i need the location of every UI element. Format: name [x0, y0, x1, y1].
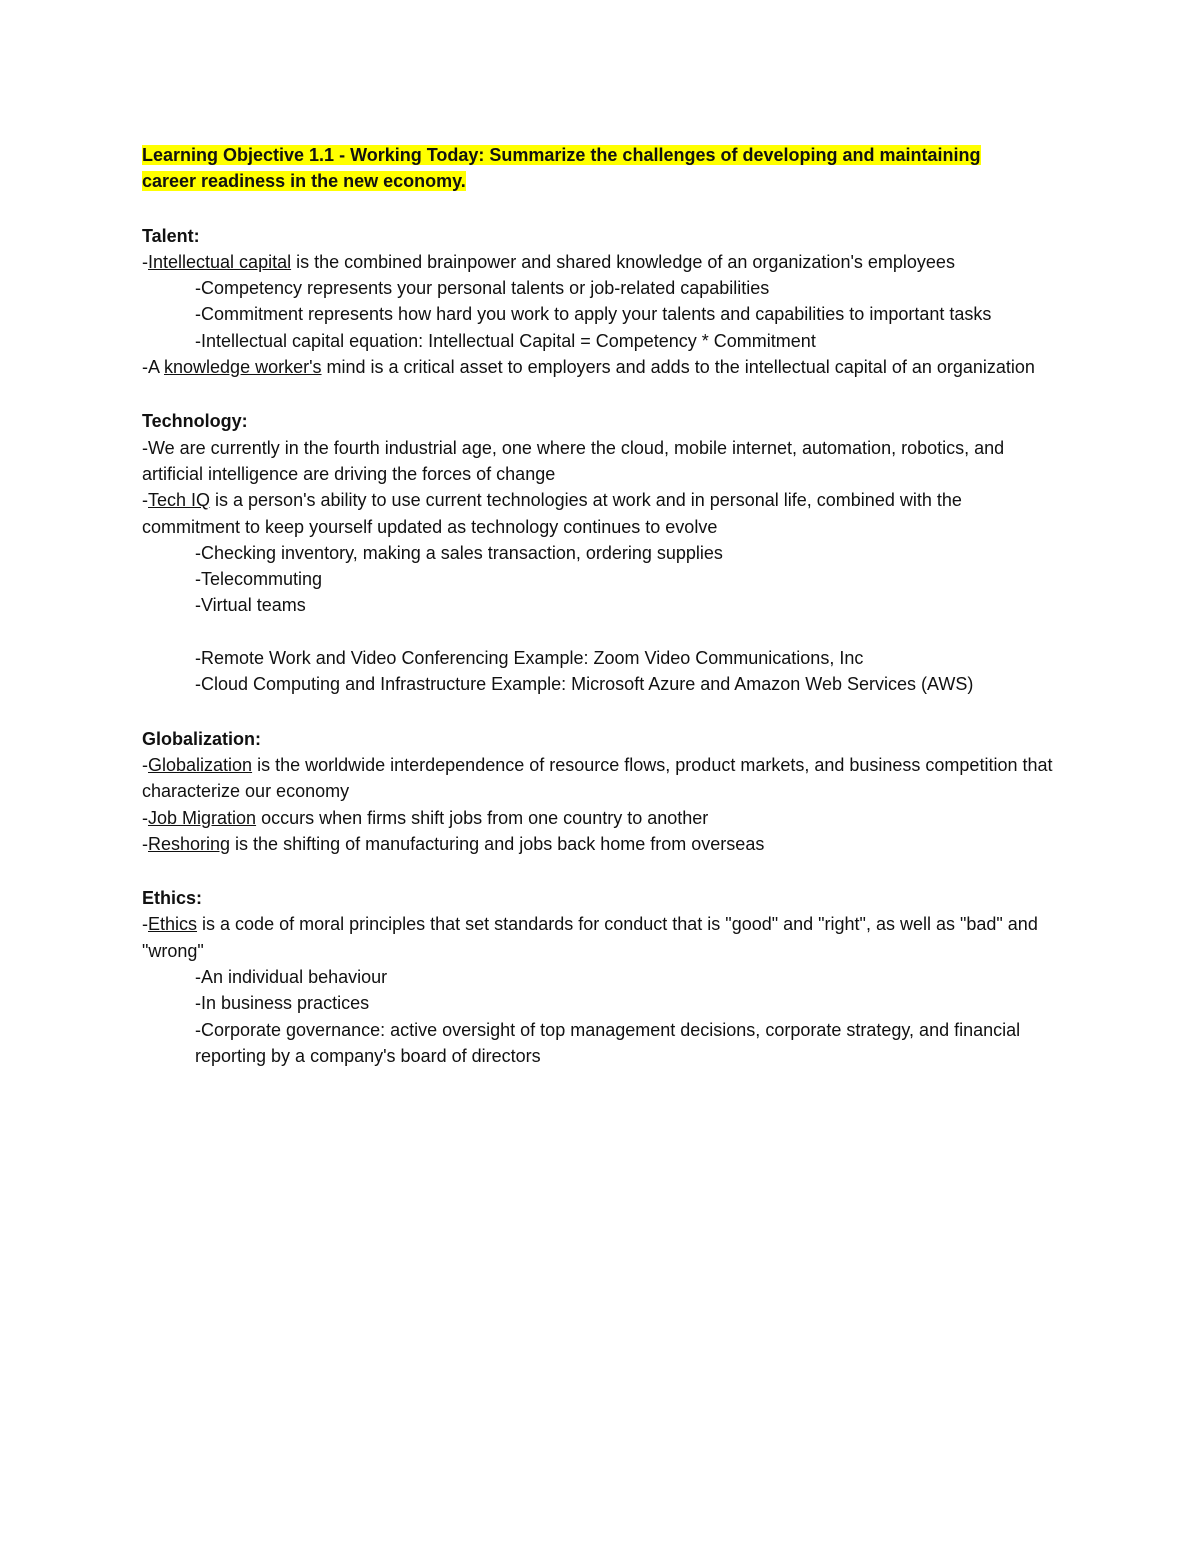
- talent-sub-1: -Competency represents your personal talents or job-related capabilities: [195, 278, 770, 299]
- globalization-paragraph-2: [142, 805, 1062, 831]
- section-talent: [142, 221, 1062, 381]
- talent-sub-2: -Commitment represents how hard you work to apply your talents and capabilities to important tasks: [195, 304, 992, 325]
- blank-line: [142, 619, 1062, 645]
- talent-sub-3: -Intellectual capital equation: Intellectual Capital = Competency * Commitment: [195, 330, 816, 351]
- globalization-paragraph-3-text: is the shifting of manufacturing and jobs back home from overseas: [230, 833, 765, 854]
- bullet-dash: -: [142, 490, 148, 511]
- ethics-sub-2: -In business practices: [195, 993, 370, 1014]
- ethics-sub-1: -An individual behaviour: [195, 967, 388, 988]
- document-body: [142, 142, 1062, 1069]
- ethics-paragraph-1-text: is a code of moral principles that set standards for conduct that is "good" and "right", as well as "bad" and "wrong": [142, 914, 1038, 961]
- term-job-migration: Job Migration: [148, 807, 257, 828]
- technology-sub-1: -Checking inventory, making a sales transaction, ordering supplies: [195, 542, 723, 563]
- technology-sub-4: -Remote Work and Video Conferencing Example: Zoom Video Communications, Inc: [195, 648, 864, 669]
- section-technology: [142, 406, 1062, 697]
- talent-paragraph-2: [142, 354, 1062, 380]
- bullet-dash: -: [142, 807, 148, 828]
- globalization-paragraph-2-text: occurs when firms shift jobs from one country to another: [256, 807, 709, 828]
- technology-sub-5: -Cloud Computing and Infrastructure Example: Microsoft Azure and Amazon Web Services (AWS): [195, 674, 974, 695]
- section-ethics: [142, 883, 1062, 1069]
- learning-objective-heading: [142, 142, 1062, 195]
- section-title-globalization: Globalization:: [142, 728, 261, 749]
- term-tech-iq: Tech IQ: [148, 490, 211, 511]
- technology-sub-2: -Telecommuting: [195, 569, 323, 590]
- globalization-paragraph-3: [142, 831, 1062, 857]
- ethics-paragraph-1: [142, 911, 1062, 964]
- section-title-ethics: Ethics:: [142, 888, 203, 909]
- bullet-dash: -: [142, 251, 148, 272]
- section-title-talent: Talent:: [142, 225, 200, 246]
- section-globalization: [142, 724, 1062, 857]
- term-ethics: Ethics: [148, 914, 198, 935]
- section-title-technology: Technology:: [142, 411, 248, 432]
- bullet-dash: -: [142, 833, 148, 854]
- heading-line-1: Learning Objective 1.1 - Working Today: Summarize the challenges of developing and maintaining: [142, 145, 981, 165]
- technology-sub-3: -Virtual teams: [195, 595, 306, 616]
- ethics-sub-3: -Corporate governance: active oversight of top management decisions, corporate strategy, and financial reporting by a company's board of directors: [195, 1019, 1021, 1066]
- talent-paragraph-1: [142, 249, 1062, 275]
- technology-paragraph-2: [142, 487, 1062, 540]
- globalization-paragraph-1-text: is the worldwide interdependence of resource flows, product markets, and business competition that characterize our economy: [142, 754, 1053, 802]
- talent-paragraph-2-text: mind is a critical asset to employers and adds to the intellectual capital of an organization: [321, 357, 1035, 378]
- bullet-dash: -: [142, 914, 148, 935]
- term-reshoring: Reshoring: [148, 833, 231, 854]
- technology-paragraph-2-text: is a person's ability to use current technologies at work and in personal life, combined with the commitment to keep yourself updated as technology continues to evolve: [142, 490, 962, 537]
- technology-paragraph-1: -We are currently in the fourth industrial age, one where the cloud, mobile internet, automation, robotics, and artificial intelligence are driving the forces of change: [142, 437, 1005, 484]
- term-knowledge-worker: knowledge worker's: [164, 357, 322, 378]
- bullet-dash: -A: [142, 357, 165, 378]
- term-globalization: Globalization: [148, 754, 253, 775]
- heading-line-2: career readiness in the new economy.: [142, 171, 466, 192]
- bullet-dash: -: [142, 754, 148, 775]
- talent-paragraph-1-text: is the combined brainpower and shared knowledge of an organization's employees: [291, 251, 955, 272]
- term-intellectual-capital: Intellectual capital: [148, 251, 292, 272]
- globalization-paragraph-1: [142, 752, 1062, 805]
